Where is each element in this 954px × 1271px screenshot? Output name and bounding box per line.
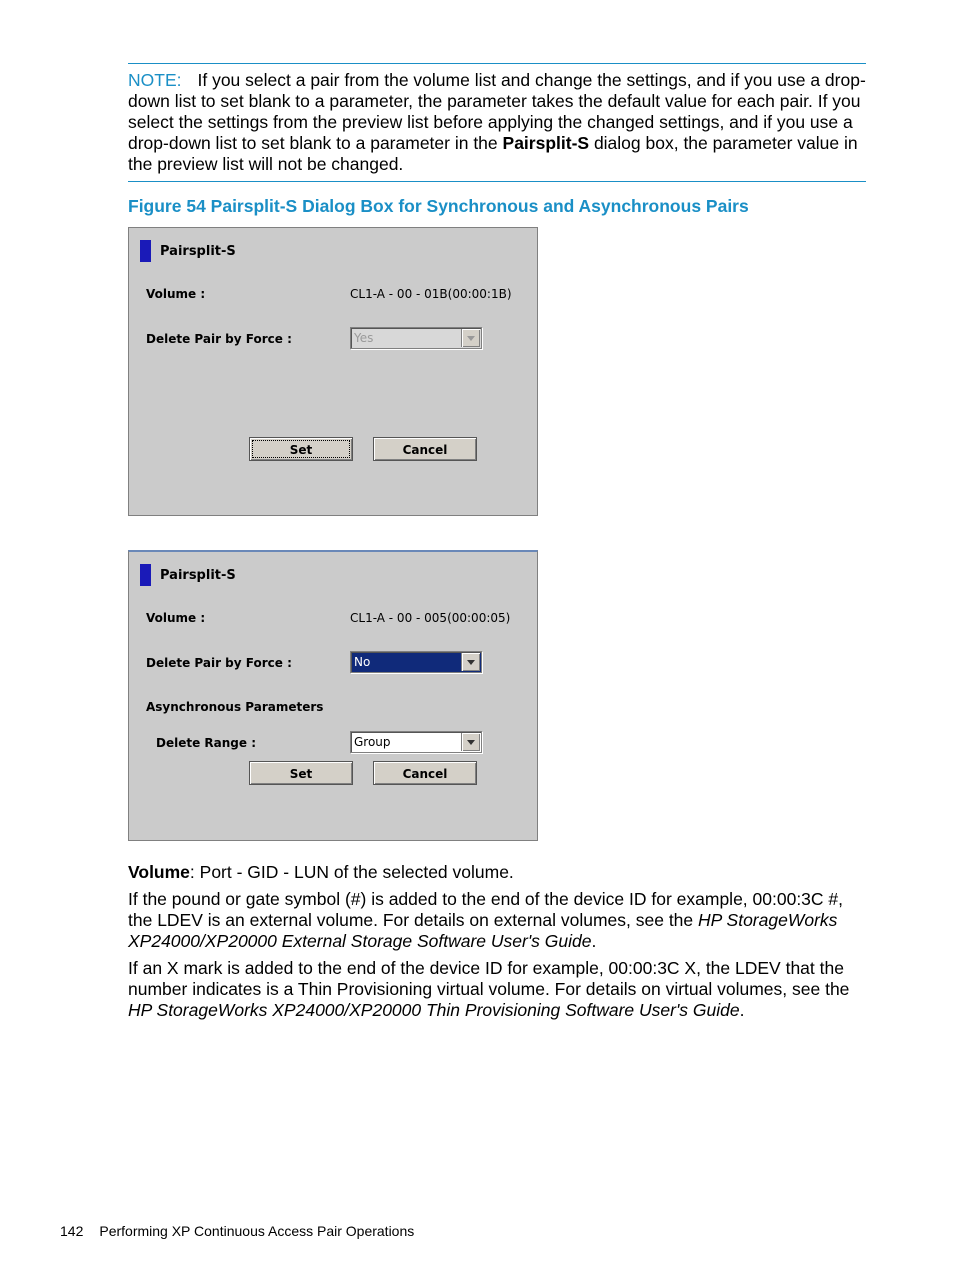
guide-title: HP StorageWorks XP24000/XP20000 External Storage Software User's Guide [128, 910, 838, 951]
chevron-down-icon[interactable] [461, 733, 480, 751]
async-parameters-heading: Asynchronous Parameters [146, 700, 324, 714]
volume-label: Volume : [146, 287, 206, 301]
page-footer [60, 1223, 414, 1239]
chevron-down-icon[interactable] [461, 329, 480, 347]
cancel-button[interactable]: Cancel [373, 437, 477, 461]
dialog-title: Pairsplit-S [160, 244, 236, 259]
external-volume-paragraph [128, 889, 868, 952]
delete-pair-by-force-label: Delete Pair by Force : [146, 332, 292, 346]
guide-title: HP StorageWorks XP24000/XP20000 Thin Provisioning Software User's Guide [128, 1000, 740, 1020]
delete-range-label: Delete Range : [156, 736, 256, 750]
volume-term: Volume [128, 862, 190, 882]
paragraph-end: . [591, 931, 597, 951]
title-marker-icon [140, 564, 151, 586]
delete-pair-by-force-dropdown[interactable] [350, 651, 482, 673]
paragraph-text: If the pound or gate symbol (#) is added to the end of the device ID for example, 00:00:3C #, the LDEV is an external volume. For details on external volumes, see the [128, 889, 844, 930]
volume-desc-text: : Port - GID - LUN of the selected volume. [189, 862, 514, 882]
delete-pair-by-force-dropdown[interactable] [350, 327, 482, 349]
set-button[interactable]: Set [249, 437, 353, 461]
cancel-button[interactable]: Cancel [373, 761, 477, 785]
paragraph-text: If an X mark is added to the end of the device ID for example, 00:00:3C X, the LDEV that the number indicates is a Thin Provisioning virtual volume. For details on virtual volumes, see the [128, 958, 850, 999]
title-marker-icon [140, 240, 151, 262]
note-label: NOTE: [128, 70, 182, 90]
note-text-1: If you select a pair from the volume list and change the settings, and if you use a drop-down list to set blank to a parameter, the parameter takes the default value for each pair. If you select the settings from the preview list before applying the changed settings, and if you use a drop-down list to set blank to a parameter in the [128, 70, 866, 153]
delete-pair-by-force-label: Delete Pair by Force : [146, 656, 292, 670]
thin-provisioning-paragraph [128, 958, 868, 1021]
dialog-title: Pairsplit-S [160, 568, 236, 583]
delete-range-dropdown[interactable] [350, 731, 482, 753]
volume-label: Volume : [146, 611, 206, 625]
dropdown-value: No [354, 655, 371, 669]
note-text-2: dialog box, the parameter value in the preview list will not be changed. [128, 133, 858, 174]
dropdown-value: Yes [354, 331, 374, 345]
volume-value: CL1-A - 00 - 01B(00:00:1B) [350, 287, 512, 301]
note-bold-term: Pairsplit-S [502, 133, 590, 153]
note-block [128, 63, 866, 182]
pairsplit-s-dialog-async [128, 550, 538, 841]
dropdown-value: Group [354, 735, 391, 749]
chevron-down-icon[interactable] [461, 653, 480, 671]
volume-description [128, 862, 868, 883]
paragraph-end: . [739, 1000, 745, 1020]
page-number: 142 [60, 1223, 84, 1239]
pairsplit-s-dialog-sync [128, 227, 538, 516]
volume-value: CL1-A - 00 - 005(00:00:05) [350, 611, 511, 625]
footer-section: Performing XP Continuous Access Pair Operations [99, 1223, 415, 1239]
figure-caption: Figure 54 Pairsplit-S Dialog Box for Synchronous and Asynchronous Pairs [128, 196, 749, 216]
set-button[interactable]: Set [249, 761, 353, 785]
